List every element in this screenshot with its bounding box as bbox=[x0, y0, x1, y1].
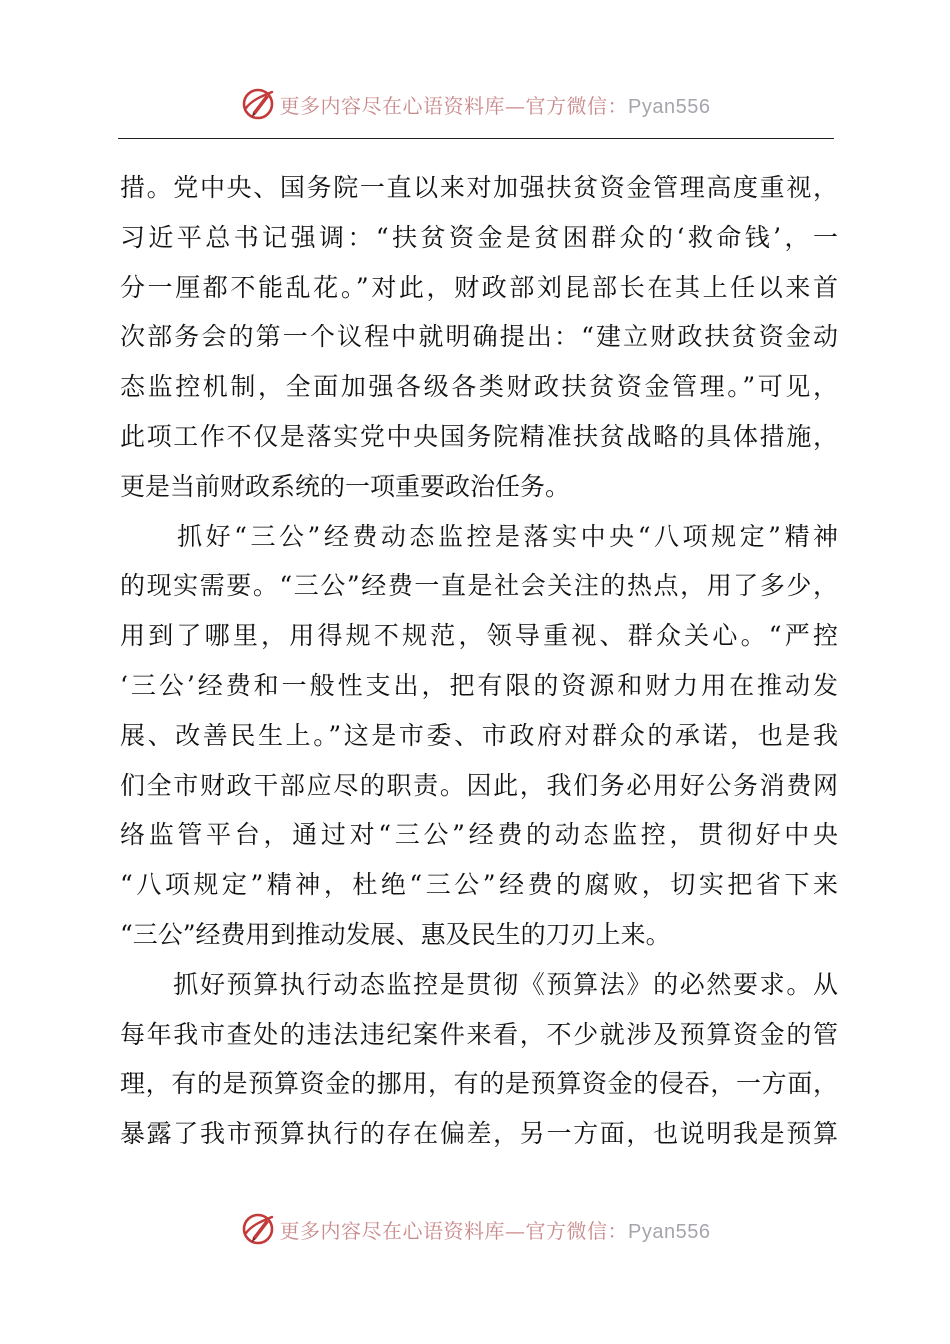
body-line: 理，有的是预算资金的挪用，有的是预算资金的侵吞，一方面， bbox=[120, 1069, 838, 1099]
body-line: 的现实需要。“三公”经费一直是社会关注的热点，用了多少， bbox=[120, 571, 838, 601]
body-line: 更是当前财政系统的一项重要政治任务。 bbox=[120, 471, 571, 501]
header-divider bbox=[118, 138, 834, 139]
body-line: “八项规定”精神，杜绝“三公”经费的腐败，切实把省下来 bbox=[120, 870, 838, 900]
body-line: “三公”经费用到推动发展、惠及民生的刀刃上来。 bbox=[120, 919, 671, 949]
body-line: 每年我市查处的违法违纪案件来看，不少就涉及预算资金的管 bbox=[120, 1019, 838, 1049]
footer-banner-text: 更多内容尽在心语资料库—官方微信：Pyan556 bbox=[279, 1218, 711, 1243]
body-line: 抓好预算执行动态监控是贯彻《预算法》的必然要求。从 bbox=[120, 969, 838, 999]
body-line: ‘三公’经费和一般性支出，把有限的资源和财力用在推动发 bbox=[120, 670, 838, 700]
header-banner bbox=[0, 84, 950, 124]
body-line: 络监管平台，通过对“三公”经费的动态监控，贯彻好中央 bbox=[120, 820, 838, 850]
pen-circle-logo-icon bbox=[240, 1211, 276, 1247]
header-banner-text: 更多内容尽在心语资料库—官方微信：Pyan556 bbox=[279, 93, 711, 118]
body-line: 措。党中央、国务院一直以来对加强扶贫资金管理高度重视， bbox=[120, 173, 838, 202]
body-line: 抓好“三公”经费动态监控是落实中央“八项规定”精神 bbox=[120, 521, 838, 551]
body-line: 习近平总书记强调：“扶贫资金是贫困群众的‘救命钱’，一 bbox=[120, 222, 838, 252]
footer-banner bbox=[0, 1209, 950, 1249]
body-line: 态监控机制，全面加强各级各类财政扶贫资金管理。”可见， bbox=[120, 372, 838, 402]
body-line: 暴露了我市预算执行的存在偏差，另一方面，也说明我是预算 bbox=[120, 1119, 838, 1149]
body-line: 用到了哪里，用得规不规范，领导重视、群众关心。“严控 bbox=[120, 621, 838, 651]
body-line: 分一厘都不能乱花。”对此，财政部刘昆部长在其上任以来首 bbox=[120, 272, 838, 302]
document-body bbox=[120, 163, 838, 1159]
wechat-id: Pyan556 bbox=[628, 95, 711, 118]
body-line: 展、改善民生上。”这是市委、市政府对群众的承诺，也是我 bbox=[120, 720, 838, 750]
wechat-id: Pyan556 bbox=[628, 1220, 711, 1243]
pen-circle-logo-icon bbox=[240, 86, 276, 122]
body-line: 们全市财政干部应尽的职责。因此，我们务必用好公务消费网 bbox=[120, 770, 838, 800]
body-line: 此项工作不仅是落实党中央国务院精准扶贫战略的具体措施， bbox=[120, 421, 838, 451]
body-line: 次部务会的第一个议程中就明确提出：“建立财政扶贫资金动 bbox=[120, 322, 838, 352]
